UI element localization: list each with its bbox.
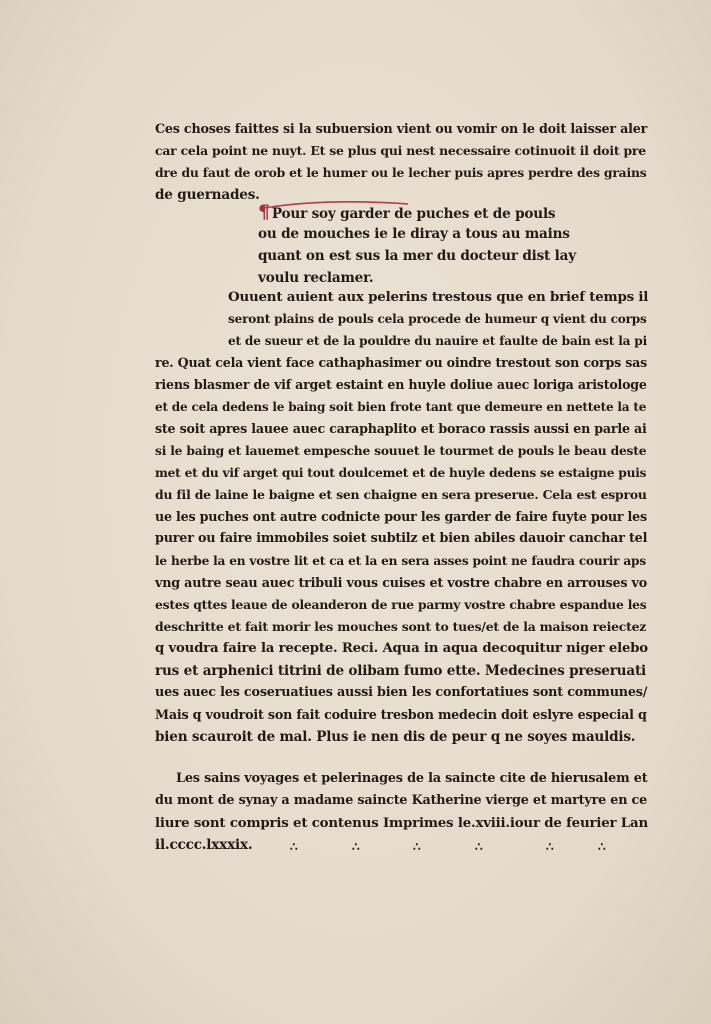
text-line: deschritte et fait morir les mouches sont to tues/et de la maison reiectez: [155, 619, 647, 634]
text-line: purer ou faire immobiles soiet subtilz et bien abiles dauoir canchar tel: [155, 531, 648, 546]
text-line: riens blasmer de vif arget estaint en huyle doliue auec loriga aristologe: [155, 377, 647, 392]
colophon-dot: ∴: [598, 840, 606, 854]
text-line: bien scauroit de mal. Plus ie nen dis de peur q ne soyes mauldis.: [155, 729, 636, 745]
colophon-date: il.cccc.lxxxix.: [155, 837, 253, 853]
text-line: vng autre seau auec tribuli vous cuises et vostre chabre en arrouses vo: [155, 575, 648, 590]
verse-line-text: Pour soy garder de puches et de pouls: [271, 206, 556, 222]
text-line: met et du vif arget qui tout doulcemet et de huyle dedens se estaigne puis: [155, 466, 647, 480]
colophon-line: du mont de synay a madame saincte Katherine vierge et martyre en ce: [155, 793, 648, 808]
text-line: re. Quat cela vient face cathaphasimer ou oindre trestout son corps sas: [155, 355, 648, 370]
pilcrow-mark-icon: ¶: [258, 201, 270, 223]
text-line: estes qttes leaue de oleanderon de rue parmy vostre chabre espandue les: [155, 597, 647, 612]
verse-line: ou de mouches ie le diray a tous au mains: [258, 226, 570, 242]
text-line: et de cela dedens le baing soit bien frote tant que demeure en nettete la te: [155, 400, 647, 414]
text-line: et de sueur et de la pouldre du nauire et faulte de bain est la pi: [228, 334, 647, 348]
colophon-dot: ∴: [546, 840, 554, 854]
text-line: de guernades.: [155, 187, 260, 203]
colophon-line: [155, 834, 252, 856]
text-line-part: rus et arphenici titrini de olibam fumo ette. Medecines preseruati: [155, 663, 647, 679]
text-line: [155, 660, 646, 682]
text-line: car cela point ne nuyt. Et se plus qui nest necessaire cotinuoit il doit pre: [155, 143, 646, 158]
verse-line: voulu reclamer.: [258, 270, 374, 286]
colophon-dot: ∴: [352, 840, 360, 854]
text-line: ste soit apres lauee auec caraphaplito et boraco rassis aussi en parle ai: [155, 421, 647, 436]
text-line: ues auec les coseruatiues aussi bien les confortatiues sont communes/: [155, 685, 648, 700]
verse-line: quant on est sus la mer du docteur dist lay: [258, 248, 576, 264]
colophon-line: Les sains voyages et pelerinages de la saincte cite de hierusalem et: [176, 771, 648, 786]
colophon-dot: ∴: [475, 840, 483, 854]
text-line: Ouuent auient aux pelerins trestous que en brief temps il: [228, 289, 649, 305]
colophon-dot: ∴: [413, 840, 421, 854]
text-line: le herbe la en vostre lit et ca et la en sera asses point ne faudra courir aps: [155, 554, 646, 568]
text-line: du fil de laine le baigne et sen chaigne en sera preserue. Cela est esprou: [155, 487, 647, 502]
verse-line: [258, 201, 555, 225]
text-line: Ces choses faittes si la subuersion vient ou vomir on le doit laisser aler: [155, 121, 648, 136]
text-line: dre du faut de orob et le humer ou le lecher puis apres perdre des grains: [155, 165, 647, 180]
text-line: seront plains de pouls cela procede de humeur q vient du corps: [228, 312, 647, 326]
colophon-line: liure sont compris et contenus Imprimes le.xviii.iour de feurier Lan: [155, 815, 648, 831]
text-line: si le baing et lauemet empesche souuet le tourmet de pouls le beau deste: [155, 443, 647, 458]
text-line: ue les puches ont autre codnicte pour les garder de faire fuyte pour les: [155, 509, 647, 524]
text-line: Mais q voudroit son fait coduire tresbon medecin doit eslyre especial q: [155, 707, 647, 722]
colophon-dot: ∴: [290, 840, 298, 854]
text-line: q voudra faire la recepte. Reci. Aqua in aqua decoquitur niger elebo: [155, 641, 648, 656]
